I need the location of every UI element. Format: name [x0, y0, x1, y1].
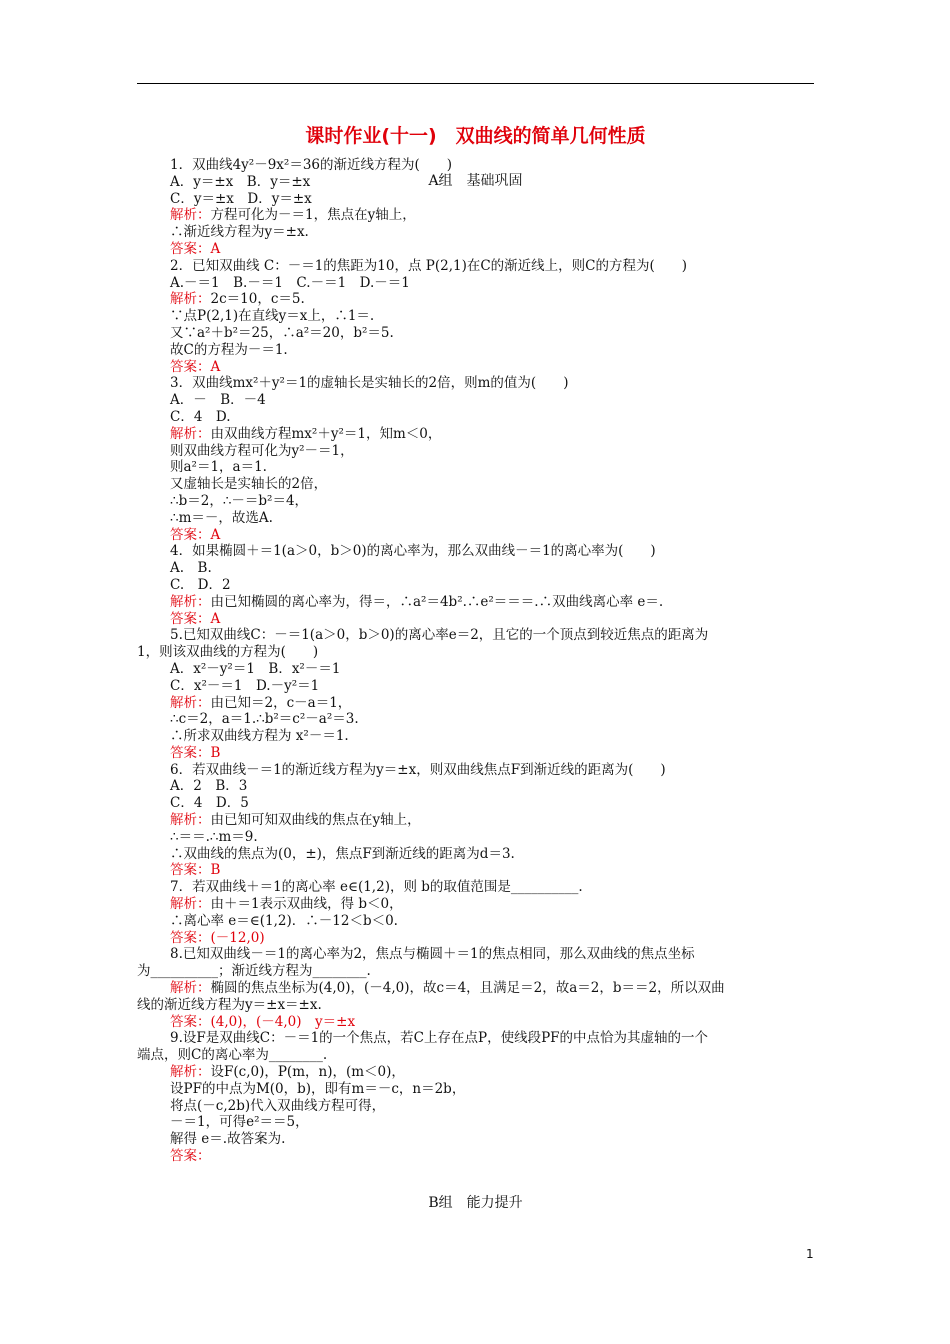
text-line	[137, 812, 814, 829]
line-text: 5.已知双曲线C：－＝1(a＞0，b＞0)的离心率e＝2，且它的一个顶点到较近焦点的距离为	[170, 627, 709, 644]
text-line	[137, 829, 814, 846]
answer-label: 答案：	[170, 744, 211, 761]
line-text: 设F(c,0)，P(m，n)，(m＜0)，	[210, 1064, 405, 1081]
text-line	[137, 241, 814, 258]
analysis-label: 解析：	[170, 291, 211, 308]
text-line	[137, 1114, 814, 1131]
line-text: C．y＝±x D．y＝±x	[170, 190, 312, 207]
line-text: A	[210, 526, 221, 543]
line-text: 6．若双曲线－＝1的渐近线方程为y＝±x，则双曲线焦点F到渐近线的距离为( )	[170, 761, 666, 778]
line-text: 由＋＝1表示双曲线，得 b＜0，	[210, 896, 403, 913]
text-line	[137, 325, 814, 342]
text-line	[137, 224, 814, 241]
answer-label: 答案：	[170, 610, 211, 627]
text-line	[137, 745, 814, 762]
answer-label: 答案：	[170, 526, 211, 543]
analysis-label: 解析：	[170, 425, 211, 442]
line-text: A.－＝1 B.－＝1 C.－＝1 D.－＝1	[170, 274, 410, 291]
line-text: A．x²－y²＝1 B．x²－＝1	[170, 660, 341, 677]
line-text: 则双曲线方程可化为y²－＝1，	[170, 442, 354, 459]
text-line	[137, 291, 814, 308]
analysis-label: 解析：	[170, 694, 211, 711]
text-line	[137, 879, 814, 896]
header-rule	[137, 83, 814, 84]
text-line	[137, 543, 814, 560]
text-line	[137, 930, 814, 947]
text-line	[137, 174, 814, 191]
text-line	[137, 997, 814, 1014]
text-line	[137, 459, 814, 476]
text-line	[137, 493, 814, 510]
line-text: 设PF的中点为M(0，b)，即有m＝－c，n＝2b，	[170, 1080, 466, 1097]
line-text: 7．若双曲线＋＝1的离心率 e∈(1,2)，则 b的取值范围是__________.	[170, 879, 583, 896]
line-text: ∴离心率 e＝∈(1,2)．∴－12＜b＜0.	[170, 912, 398, 929]
line-text: 线的渐近线方程为y＝±x＝±x.	[137, 996, 322, 1013]
page-title: 课时作业(十一) 双曲线的简单几何性质	[305, 125, 646, 147]
text-line	[137, 711, 814, 728]
line-text: 由已知可知双曲线的焦点在y轴上，	[210, 812, 421, 829]
text-line	[137, 594, 814, 611]
answer-label: 答案：	[170, 862, 211, 879]
line-text: ∴渐近线方程为y＝±x.	[170, 224, 309, 241]
analysis-label: 解析：	[170, 1064, 211, 1081]
text-line	[137, 560, 814, 577]
line-text: 8.已知双曲线－＝1的离心率为2，焦点与椭圆＋＝1的焦点相同，那么双曲线的焦点坐标	[170, 946, 695, 963]
line-text: A. B.	[170, 560, 212, 577]
line-text: B	[210, 744, 221, 761]
line-text: 2c＝10，c＝5.	[210, 291, 305, 308]
line-text: 由双曲线方程mx²＋y²＝1，知m＜0，	[210, 425, 442, 442]
text-line	[137, 1047, 814, 1064]
line-text: 椭圆的焦点坐标为(4,0)，(－4,0)，故c＝4，且满足＝2，故a＝2，b＝＝2，所以双曲	[210, 980, 725, 997]
analysis-label: 解析：	[170, 980, 211, 997]
text-line	[137, 275, 814, 292]
analysis-label: 解析：	[170, 207, 211, 224]
analysis-label: 解析：	[170, 812, 211, 829]
text-line	[137, 946, 814, 963]
line-text: 则a²＝1，a＝1.	[170, 459, 267, 476]
line-text: 又虚轴长是实轴长的2倍，	[170, 476, 328, 493]
section-a-heading: A组 基础巩固	[428, 173, 523, 189]
text-line	[137, 778, 814, 795]
answer-label: 答案：	[170, 929, 211, 946]
line-text: ∴b＝2，∴－＝b²＝4，	[170, 492, 309, 509]
line-text: A．2 B．3	[170, 778, 248, 795]
line-text: 将点(－c,2b)代入双曲线方程可得，	[170, 1097, 386, 1114]
line-text: A	[210, 358, 221, 375]
text-line	[137, 980, 814, 997]
text-line	[137, 258, 814, 275]
line-text: C．4 D.	[170, 408, 231, 425]
text-line	[137, 577, 814, 594]
text-line	[137, 1148, 814, 1165]
text-line	[137, 359, 814, 376]
line-text: 方程可化为－＝1，焦点在y轴上，	[210, 207, 416, 224]
text-line	[137, 862, 814, 879]
line-text: 由已知椭圆的离心率为，得＝，∴a²＝4b².∴e²＝＝＝.∴双曲线离心率 e＝.	[210, 593, 664, 610]
text-line	[137, 1064, 814, 1081]
text-line	[137, 611, 814, 628]
line-text: 1．双曲线4y²－9x²＝36的渐近线方程为( )	[170, 157, 453, 173]
text-line	[137, 728, 814, 745]
text-line	[137, 644, 814, 661]
text-line	[137, 1131, 814, 1148]
text-line	[137, 157, 814, 174]
page-number: 1	[806, 1247, 814, 1261]
text-line	[137, 527, 814, 544]
line-text: B	[210, 862, 221, 879]
line-text: 解得 e＝.故答案为.	[170, 1131, 286, 1148]
text-line	[137, 207, 814, 224]
line-text: 1，则该双曲线的方程为( )	[137, 644, 319, 661]
text-line	[137, 678, 814, 695]
line-text: 4．如果椭圆＋＝1(a＞0，b＞0)的离心率为，那么双曲线－＝1的离心率为( )	[170, 543, 656, 560]
line-text: A．－ B．－4	[170, 392, 266, 409]
line-text: ∴双曲线的焦点为(0，±)，焦点F到渐近线的距离为d＝3.	[170, 845, 515, 862]
line-text: ∴m＝－，故选A.	[170, 509, 273, 526]
text-line	[137, 661, 814, 678]
text-line	[137, 1081, 814, 1098]
text-line	[137, 392, 814, 409]
text-line	[137, 846, 814, 863]
line-text: C．x²－＝1 D.－y²＝1	[170, 677, 320, 694]
line-text: A	[210, 610, 221, 627]
line-text: 3．双曲线mx²＋y²＝1的虚轴长是实轴长的2倍，则m的值为( )	[170, 375, 569, 392]
line-text: ∴c＝2，a＝1.∴b²＝c²－a²＝3.	[170, 711, 359, 728]
line-text: A．y＝±x B．y＝±x	[170, 173, 311, 190]
document-body	[137, 157, 814, 1165]
line-text: ∴＝＝.∴m＝9.	[170, 828, 258, 845]
line-text: 由已知＝2，c－a＝1，	[210, 694, 352, 711]
text-line	[137, 896, 814, 913]
line-text: 故C的方程为－＝1.	[170, 341, 288, 358]
text-line	[137, 342, 814, 359]
line-text: C．4 D．5	[170, 795, 249, 812]
analysis-label: 解析：	[170, 896, 211, 913]
text-line	[137, 476, 814, 493]
section-b-heading: B组 能力提升	[428, 1195, 523, 1211]
line-text: ∵点P(2,1)在直线y＝x上，∴1＝.	[170, 308, 375, 325]
text-line	[137, 963, 814, 980]
text-line	[137, 913, 814, 930]
line-text: －＝1，可得e²＝＝5，	[170, 1114, 309, 1131]
text-line	[137, 762, 814, 779]
text-line	[137, 1030, 814, 1047]
text-line	[137, 695, 814, 712]
text-line	[137, 443, 814, 460]
line-text: (－12,0)	[210, 929, 265, 946]
line-text: A	[210, 240, 221, 257]
text-line	[137, 1014, 814, 1031]
line-text: 9.设F是双曲线C：－＝1的一个焦点，若C上存在点P，使线段PF的中点恰为其虚轴的一个	[170, 1030, 709, 1047]
text-line	[137, 426, 814, 443]
text-line	[137, 409, 814, 426]
line-text: 又∵a²＋b²＝25，∴a²＝20，b²＝5.	[170, 324, 394, 341]
text-line	[137, 191, 814, 208]
line-text: (4,0)，(－4,0) y＝±x	[210, 1013, 356, 1030]
answer-label: 答案：	[170, 240, 211, 257]
line-text: ∴所求双曲线方程为 x²－＝1.	[170, 728, 349, 745]
answer-label: 答案：	[170, 358, 211, 375]
answer-label: 答案：	[170, 1148, 211, 1165]
line-text: 2．已知双曲线 C：－＝1的焦距为10，点 P(2,1)在C的渐近线上，则C的方程为( )	[170, 257, 688, 274]
answer-label: 答案：	[170, 1013, 211, 1030]
text-line	[137, 1098, 814, 1115]
line-text: 端点，则C的离心率为________.	[137, 1047, 328, 1064]
text-line	[137, 308, 814, 325]
text-line	[137, 375, 814, 392]
line-text: C. D．2	[170, 576, 231, 593]
text-line	[137, 627, 814, 644]
text-line	[137, 795, 814, 812]
analysis-label: 解析：	[170, 593, 211, 610]
line-text: 为__________；渐近线方程为________.	[137, 963, 371, 980]
text-line	[137, 510, 814, 527]
